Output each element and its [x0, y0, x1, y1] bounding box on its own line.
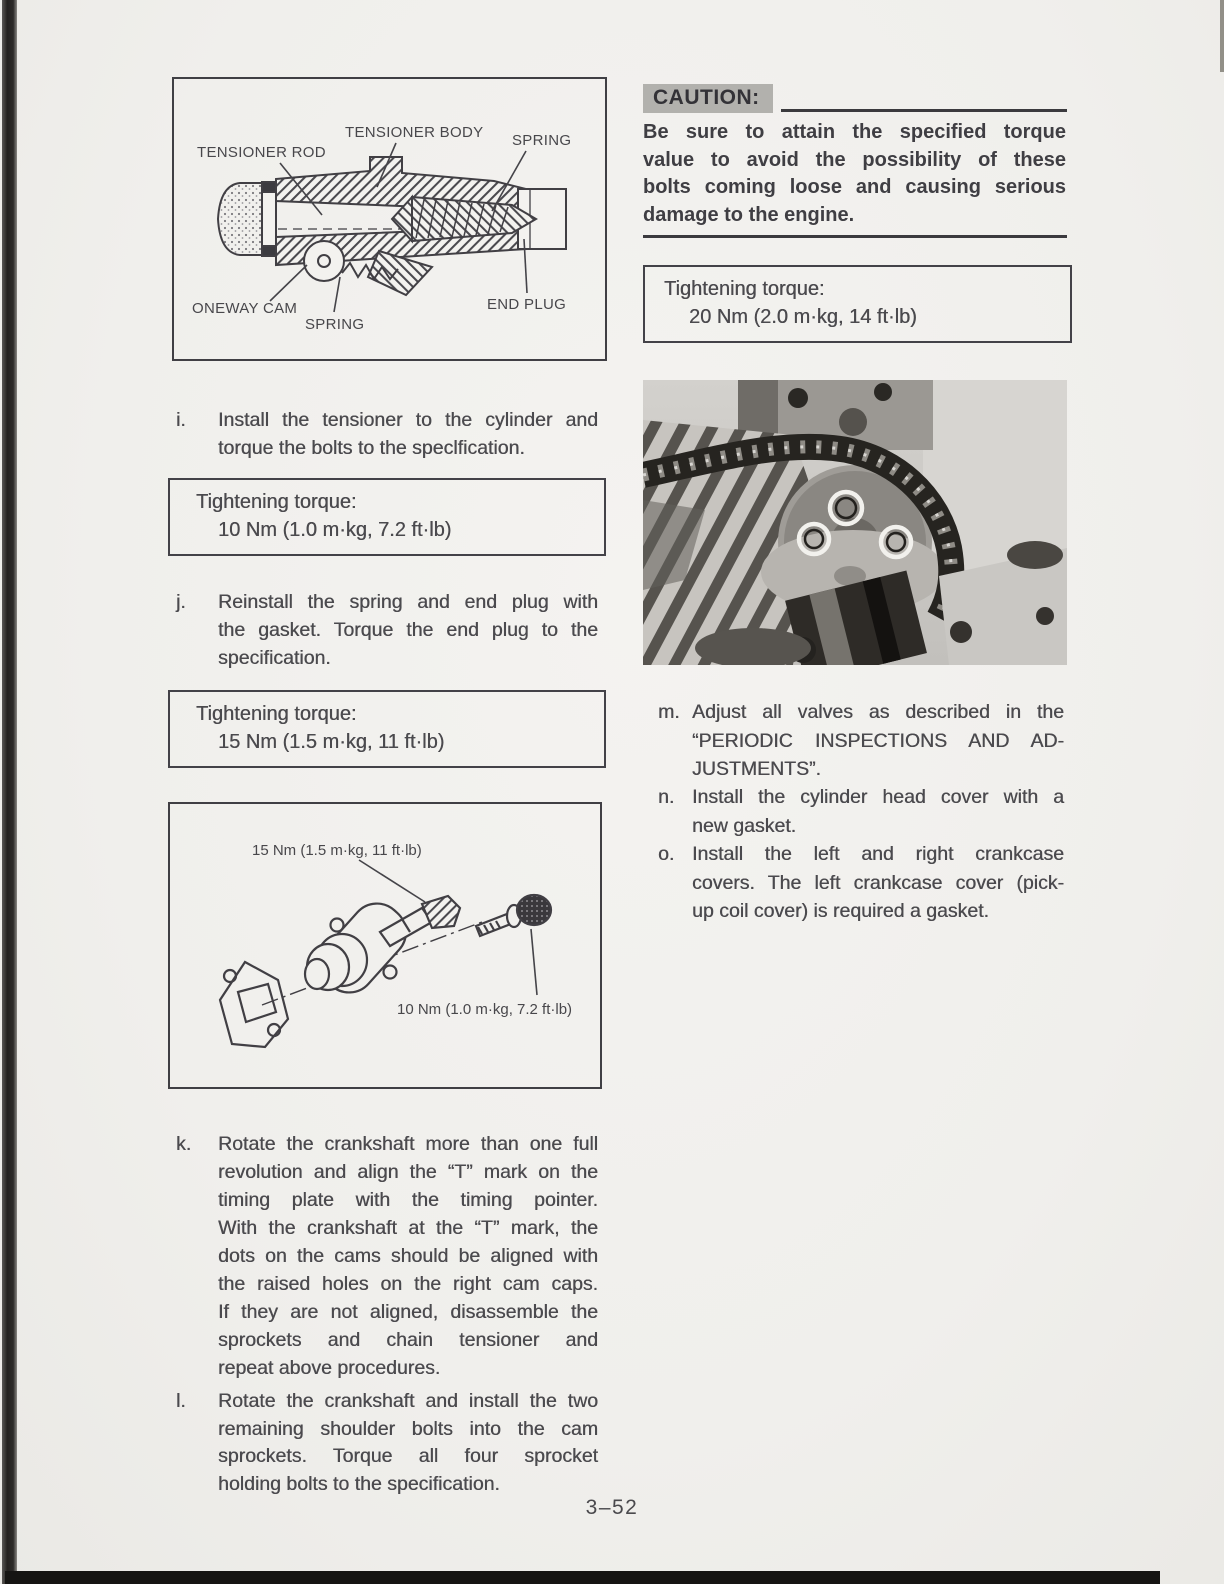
label-tensioner-rod: TENSIONER ROD	[197, 144, 326, 161]
text-line: holding bolts to the specification.	[218, 1472, 500, 1495]
step-letter: i.	[176, 409, 186, 431]
step-n	[658, 783, 1064, 840]
scan-edge-artifact	[1220, 0, 1224, 72]
torque-value: 15 Nm (1.5 m·kg, 11 ft·lb)	[218, 731, 445, 753]
step-l	[176, 1388, 598, 1498]
engine-photo-image	[643, 380, 1067, 665]
torque-box-10nm	[168, 478, 606, 556]
step-o	[658, 840, 1064, 926]
step-letter: m.	[658, 701, 680, 723]
torque-box-20nm	[643, 265, 1072, 343]
text-line: remaining shoulder bolts into the cam	[218, 1417, 598, 1440]
step-text	[692, 783, 1064, 840]
step-i	[176, 406, 598, 462]
text-line: Install the left and right crankcase	[692, 843, 1064, 865]
text-line: JUSTMENTS”.	[692, 758, 821, 780]
text-line: With the crankshaft at the “T” mark, the	[218, 1217, 598, 1239]
engine-photo	[643, 380, 1067, 665]
step-letter: k.	[176, 1133, 192, 1155]
label-tensioner-body: TENSIONER BODY	[345, 124, 484, 141]
step-j	[176, 588, 598, 672]
scan-bottom-bar	[5, 1571, 1160, 1584]
text-line: covers. The left crankcase cover (pick-	[692, 871, 1064, 894]
tensioner-assembly-drawing	[218, 157, 566, 295]
text-line: Rotate the crankshaft more than one full	[218, 1133, 598, 1155]
torque-title: Tightening torque:	[664, 278, 825, 300]
label-end-plug: END PLUG	[487, 296, 567, 313]
text-line: torque the bolts to the speclfication.	[218, 437, 525, 459]
exploded-diagram	[170, 804, 600, 1087]
step-text	[692, 698, 1064, 784]
step-text	[218, 588, 598, 672]
text-line: Install the cylinder head cover with a	[692, 786, 1064, 808]
torque-value: 20 Nm (2.0 m·kg, 14 ft·lb)	[689, 306, 917, 328]
text-line: specification.	[218, 647, 331, 669]
caution-header	[643, 84, 1067, 113]
text-line: sprockets and chain tensioner and	[218, 1329, 598, 1351]
text-line: up coil cover) is required a gasket.	[692, 900, 989, 922]
text-line: dots on the cams should be aligned with	[218, 1245, 598, 1267]
text-line: Reinstall the spring and end plug with	[218, 591, 598, 613]
step-letter: j.	[176, 591, 186, 613]
text-line: bolts coming loose and causing serious	[643, 176, 1066, 198]
text-line: Adjust all valves as described in the	[692, 701, 1064, 723]
step-text	[218, 1388, 598, 1498]
text-line: If they are not aligned, disassemble the	[218, 1301, 598, 1323]
torque-value: 10 Nm (1.0 m·kg, 7.2 ft·lb)	[218, 519, 452, 541]
caution-rule	[781, 109, 1067, 112]
text-line: timing plate with the timing pointer.	[218, 1189, 598, 1211]
label-end-plug-torque: 15 Nm (1.5 m·kg, 11 ft·lb)	[252, 842, 422, 859]
caution-bottom-rule	[643, 235, 1067, 238]
text-line: revolution and align the “T” mark on the	[218, 1161, 598, 1183]
text-line: Rotate the crankshaft and install the two	[218, 1390, 598, 1412]
text-line: Install the tensioner to the cylinder and	[218, 409, 598, 431]
text-line: value to avoid the possibility of these	[643, 148, 1066, 171]
caution-text	[643, 119, 1066, 229]
text-line: “PERIODIC INSPECTIONS AND AD-	[692, 729, 1064, 752]
text-line: damage to the engine.	[643, 203, 855, 226]
caution-badge: CAUTION:	[643, 84, 773, 113]
step-letter: o.	[658, 843, 675, 865]
label-oneway-cam: ONEWAY CAM	[192, 300, 298, 317]
tensioner-diagram	[174, 79, 605, 359]
text-line: sprockets. Torque all four sprocket	[218, 1445, 598, 1467]
text-line: the gasket. Torque the end plug to the	[218, 619, 598, 641]
label-spring-top: SPRING	[512, 132, 572, 149]
step-letter: n.	[658, 786, 675, 808]
page-number: 3–52	[585, 1496, 639, 1519]
step-text	[218, 1130, 598, 1382]
text-line: the raised holes on the right cam caps.	[218, 1273, 598, 1295]
step-letter: l.	[176, 1390, 186, 1412]
step-m	[658, 698, 1064, 784]
scan-spine-shadow	[2, 0, 17, 1584]
torque-title: Tightening torque:	[196, 491, 357, 513]
text-line: new gasket.	[692, 814, 797, 837]
tensioner-cross-section-figure	[172, 77, 607, 361]
text-line: Be sure to attain the specified torque	[643, 121, 1066, 143]
step-text	[218, 406, 598, 462]
torque-box-15nm	[168, 690, 606, 768]
step-k	[176, 1130, 598, 1382]
torque-title: Tightening torque:	[196, 703, 357, 725]
text-line: repeat above procedures.	[218, 1357, 441, 1379]
step-text	[692, 840, 1064, 926]
label-spring-bottom: SPRING	[305, 316, 365, 333]
tensioner-exploded-figure	[168, 802, 602, 1089]
exploded-drawing	[220, 893, 551, 1047]
label-bolt-torque: 10 Nm (1.0 m·kg, 7.2 ft·lb)	[397, 1001, 573, 1018]
